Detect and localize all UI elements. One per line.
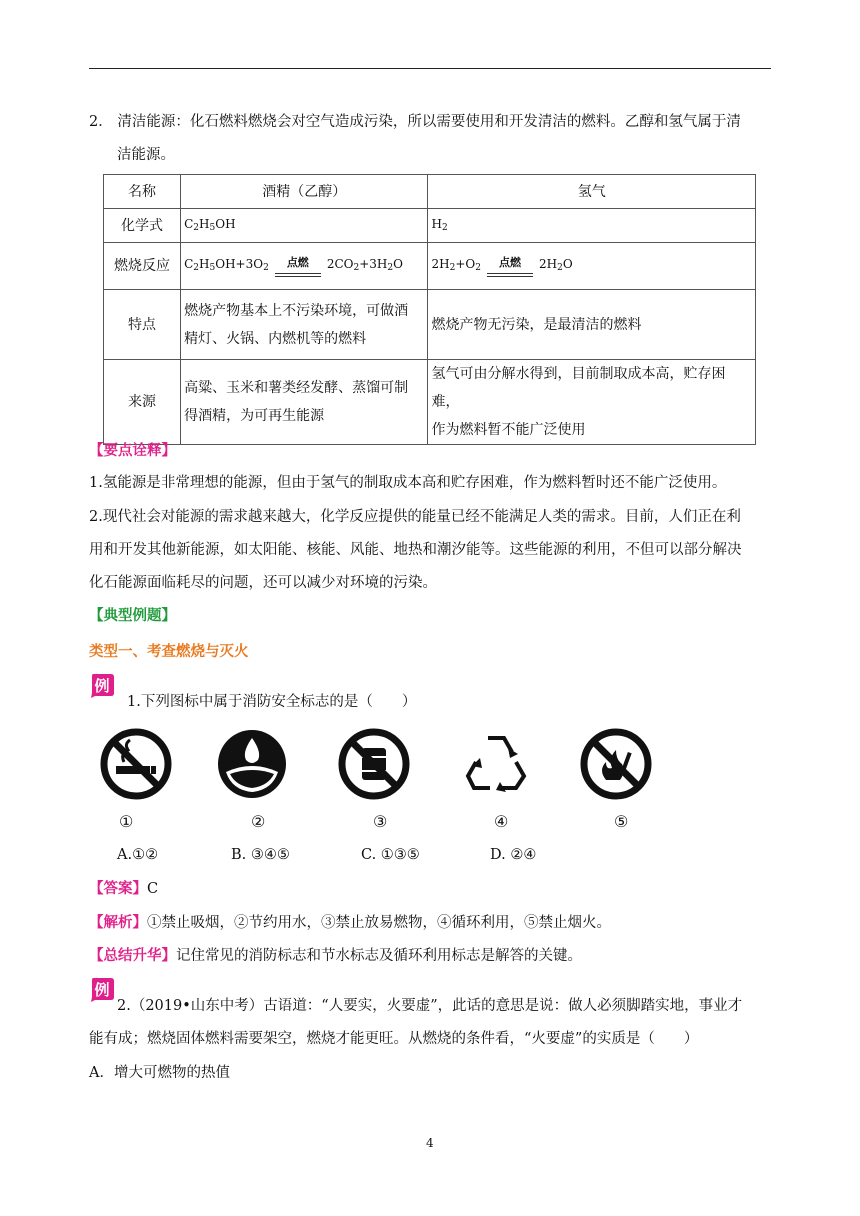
- header-rule: [89, 68, 771, 69]
- example-badge-icon: [89, 672, 115, 698]
- key-point-2-line3: 化石能源面临耗尽的问题，还可以减少对环境的污染。: [89, 575, 437, 591]
- q2-option-a: A．增大可燃物的热值: [89, 1065, 230, 1081]
- reaction-arrow: 点燃: [487, 260, 533, 282]
- key-points-heading: 【要点诠释】: [89, 442, 176, 459]
- page-number: 4: [426, 1136, 434, 1150]
- q1-option-c: C. ①③⑤: [361, 847, 420, 863]
- no-smoking-icon: [100, 728, 172, 800]
- th-name: 名称: [104, 175, 181, 209]
- h2-formula: $H_2$: [428, 209, 756, 243]
- q1-text: 1.下列图标中属于消防安全标志的是（ ）: [127, 694, 417, 710]
- q2-line1: 2.（2019•山东中考）古语道：“人要实，火要虚”，此话的意思是说：做人必须脚踏实地，事业才: [117, 998, 743, 1014]
- icon-label-3: ③: [373, 812, 388, 831]
- save-water-icon: [216, 728, 288, 800]
- ethanol-reaction: $C_2H_5OH+3O_2$ 点燃 $2CO_2+3H_2O$: [181, 243, 428, 290]
- no-flammable-icon: [338, 728, 410, 800]
- row-reaction-label: 燃烧反应: [104, 243, 181, 290]
- row-formula-label: 化学式: [104, 209, 181, 243]
- q1-analysis: 【解析】①禁止吸烟，②节约用水，③禁止放易燃物，④循环利用，⑤禁止烟火。: [89, 914, 611, 931]
- th-ethanol: 酒精（乙醇）: [181, 175, 428, 209]
- icon-label-5: ⑤: [614, 812, 629, 831]
- key-point-2-line2: 用和开发其他新能源，如太阳能、核能、风能、地热和潮汐能等。这些能源的利用，不但可以部分解决: [89, 542, 742, 558]
- intro-line2: 洁能源。: [117, 147, 175, 163]
- reaction-arrow: 点燃: [275, 260, 321, 282]
- q1-option-a: A.①②: [117, 847, 159, 863]
- h2-source: 氢气可由分解水得到，目前制取成本高，贮存困难， 作为燃料暂不能广泛使用: [428, 360, 756, 445]
- q2-line2: 能有成；燃烧固体燃料需要架空，燃烧才能更旺。从燃烧的条件看，“火要虚”的实质是（ ）: [89, 1031, 699, 1047]
- key-point-1: 1.氢能源是非常理想的能源，但由于氢气的制取成本高和贮存困难，作为燃料暂时还不能广泛使用。: [89, 475, 727, 491]
- intro-line1: 2． 清洁能源：化石燃料燃烧会对空气造成污染，所以需要使用和开发清洁的燃料。乙醇和氢气属于清: [89, 114, 741, 130]
- ethanol-source: 高粱、玉米和薯类经发酵、蒸馏可制 得酒精，为可再生能源: [181, 360, 428, 445]
- icon-label-1: ①: [119, 812, 134, 831]
- q1-option-d: D. ②④: [490, 847, 537, 863]
- energy-table: [103, 174, 756, 445]
- type1-heading: 类型一、考查燃烧与灭火: [89, 643, 249, 660]
- recycle-icon: [460, 728, 532, 800]
- key-point-2-line1: 2.现代社会对能源的需求越来越大，化学反应提供的能量已经不能满足人类的需求。目前，人们正在利: [89, 509, 741, 525]
- example-badge-icon: [89, 976, 115, 1002]
- q1-summary: 【总结升华】记住常见的消防标志和节水标志及循环利用标志是解答的关键。: [89, 947, 582, 964]
- icon-label-2: ②: [251, 812, 266, 831]
- svg-text:例: 例: [94, 677, 110, 695]
- ethanol-feature: 燃烧产物基本上不污染环境，可做酒 精灯、火锅、内燃机等的燃料: [181, 290, 428, 360]
- ethanol-formula: $C_2H_5OH$: [181, 209, 428, 243]
- icon-label-4: ④: [494, 812, 509, 831]
- no-fire-icon: [580, 728, 652, 800]
- q1-option-b: B. ③④⑤: [231, 847, 290, 863]
- h2-reaction: $2H_2+O_2$ 点燃 $2H_2O$: [428, 243, 756, 290]
- svg-text:例: 例: [94, 981, 110, 999]
- h2-feature: 燃烧产物无污染，是最清洁的燃料: [428, 290, 756, 360]
- th-hydrogen: 氢气: [428, 175, 756, 209]
- examples-heading: 【典型例题】: [89, 607, 176, 624]
- q1-answer: 【答案】C: [89, 880, 159, 897]
- row-source-label: 来源: [104, 360, 181, 445]
- row-feature-label: 特点: [104, 290, 181, 360]
